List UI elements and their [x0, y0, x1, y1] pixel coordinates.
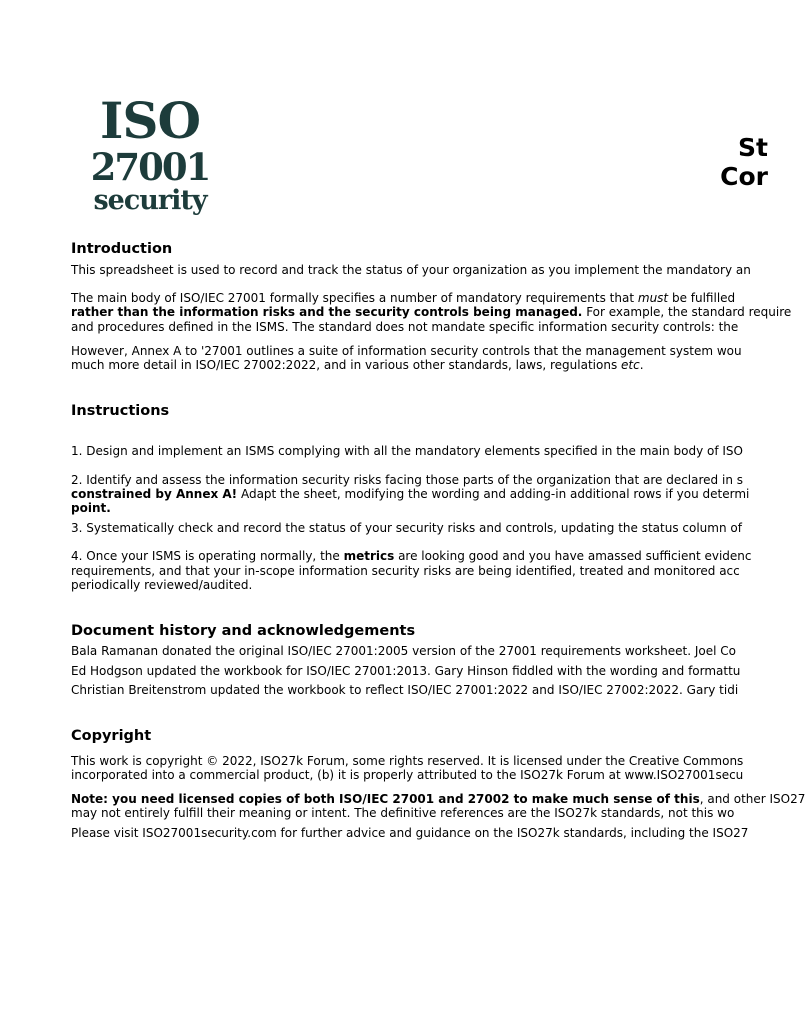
- instruction-step-4-line2: requirements, and that your in-scope information security risks are being identified, treated and monitored acc: [71, 564, 740, 578]
- instruction-step-4-line1: 4. Once your ISMS is operating normally, the metrics are looking good and you have amassed sufficient evidenc: [71, 549, 752, 563]
- copyright-paragraph-2-line2: may not entirely fulfill their meaning or intent. The definitive references are the ISO27k standards, not this wo: [71, 806, 735, 820]
- intro-paragraph-2-line3: and procedures defined in the ISMS. The standard does not mandate specific information security controls: the: [71, 320, 739, 334]
- copyright-paragraph-1-line2: incorporated into a commercial product, (b) it is properly attributed to the ISO27k Forum at www.ISO27001secu: [71, 768, 744, 782]
- copyright-heading: Copyright: [71, 728, 152, 744]
- logo-text-security: security: [93, 185, 207, 216]
- history-heading: Document history and acknowledgements: [71, 623, 416, 639]
- instruction-step-1: 1. Design and implement an ISMS complying with all the mandatory elements specified in the main body of ISO: [71, 444, 743, 458]
- copyright-paragraph-2-line1: Note: you need licensed copies of both ISO/IEC 27001 and 27002 to make much sense of this, and other ISO27: [71, 792, 805, 806]
- document-title-line1: St: [738, 133, 768, 162]
- logo-text-27001: 27001: [90, 145, 210, 189]
- logo-text-iso: ISO: [99, 91, 201, 150]
- instruction-step-2-line3: point.: [71, 501, 111, 515]
- instruction-step-3: 3. Systematically check and record the status of your security risks and controls, updating the status column of: [71, 521, 742, 535]
- intro-paragraph-2-line2: rather than the information risks and the security controls being managed. For example, the standard require: [71, 305, 792, 319]
- instruction-step-4-line3: periodically reviewed/audited.: [71, 578, 253, 592]
- instructions-heading: Instructions: [71, 403, 170, 419]
- history-line-2: Ed Hodgson updated the workbook for ISO/IEC 27001:2013. Gary Hinson fiddled with the wording and formattu: [71, 664, 741, 678]
- intro-paragraph-2-line1: The main body of ISO/IEC 27001 formally specifies a number of mandatory requirements that must be fulfilled: [71, 291, 736, 305]
- copyright-paragraph-3: Please visit ISO27001security.com for further advice and guidance on the ISO27k standards, including the ISO27: [71, 826, 749, 840]
- document-title-line2: Cor: [720, 162, 768, 191]
- instruction-step-2-line1: 2. Identify and assess the information security risks facing those parts of the organization that are declared in s: [71, 473, 743, 487]
- intro-paragraph-3-line2: much more detail in ISO/IEC 27002:2022, and in various other standards, laws, regulations etc.: [71, 358, 644, 372]
- copyright-paragraph-1-line1: This work is copyright © 2022, ISO27k Forum, some rights reserved. It is licensed under the Creative Commons: [71, 754, 744, 768]
- introduction-heading: Introduction: [71, 241, 173, 257]
- instruction-step-2-line2: constrained by Annex A! Adapt the sheet, modifying the wording and adding-in additional rows if you determi: [71, 487, 750, 501]
- history-line-3: Christian Breitenstrom updated the workbook to reflect ISO/IEC 27001:2022 and ISO/IEC 27002:2022. Gary tidi: [71, 683, 739, 697]
- intro-paragraph-3-line1: However, Annex A to '27001 outlines a suite of information security controls that the management system wou: [71, 344, 742, 358]
- history-line-1: Bala Ramanan donated the original ISO/IEC 27001:2005 version of the 27001 requirements worksheet. Joel Co: [71, 644, 736, 658]
- intro-paragraph-1: This spreadsheet is used to record and track the status of your organization as you implement the mandatory an: [71, 263, 751, 277]
